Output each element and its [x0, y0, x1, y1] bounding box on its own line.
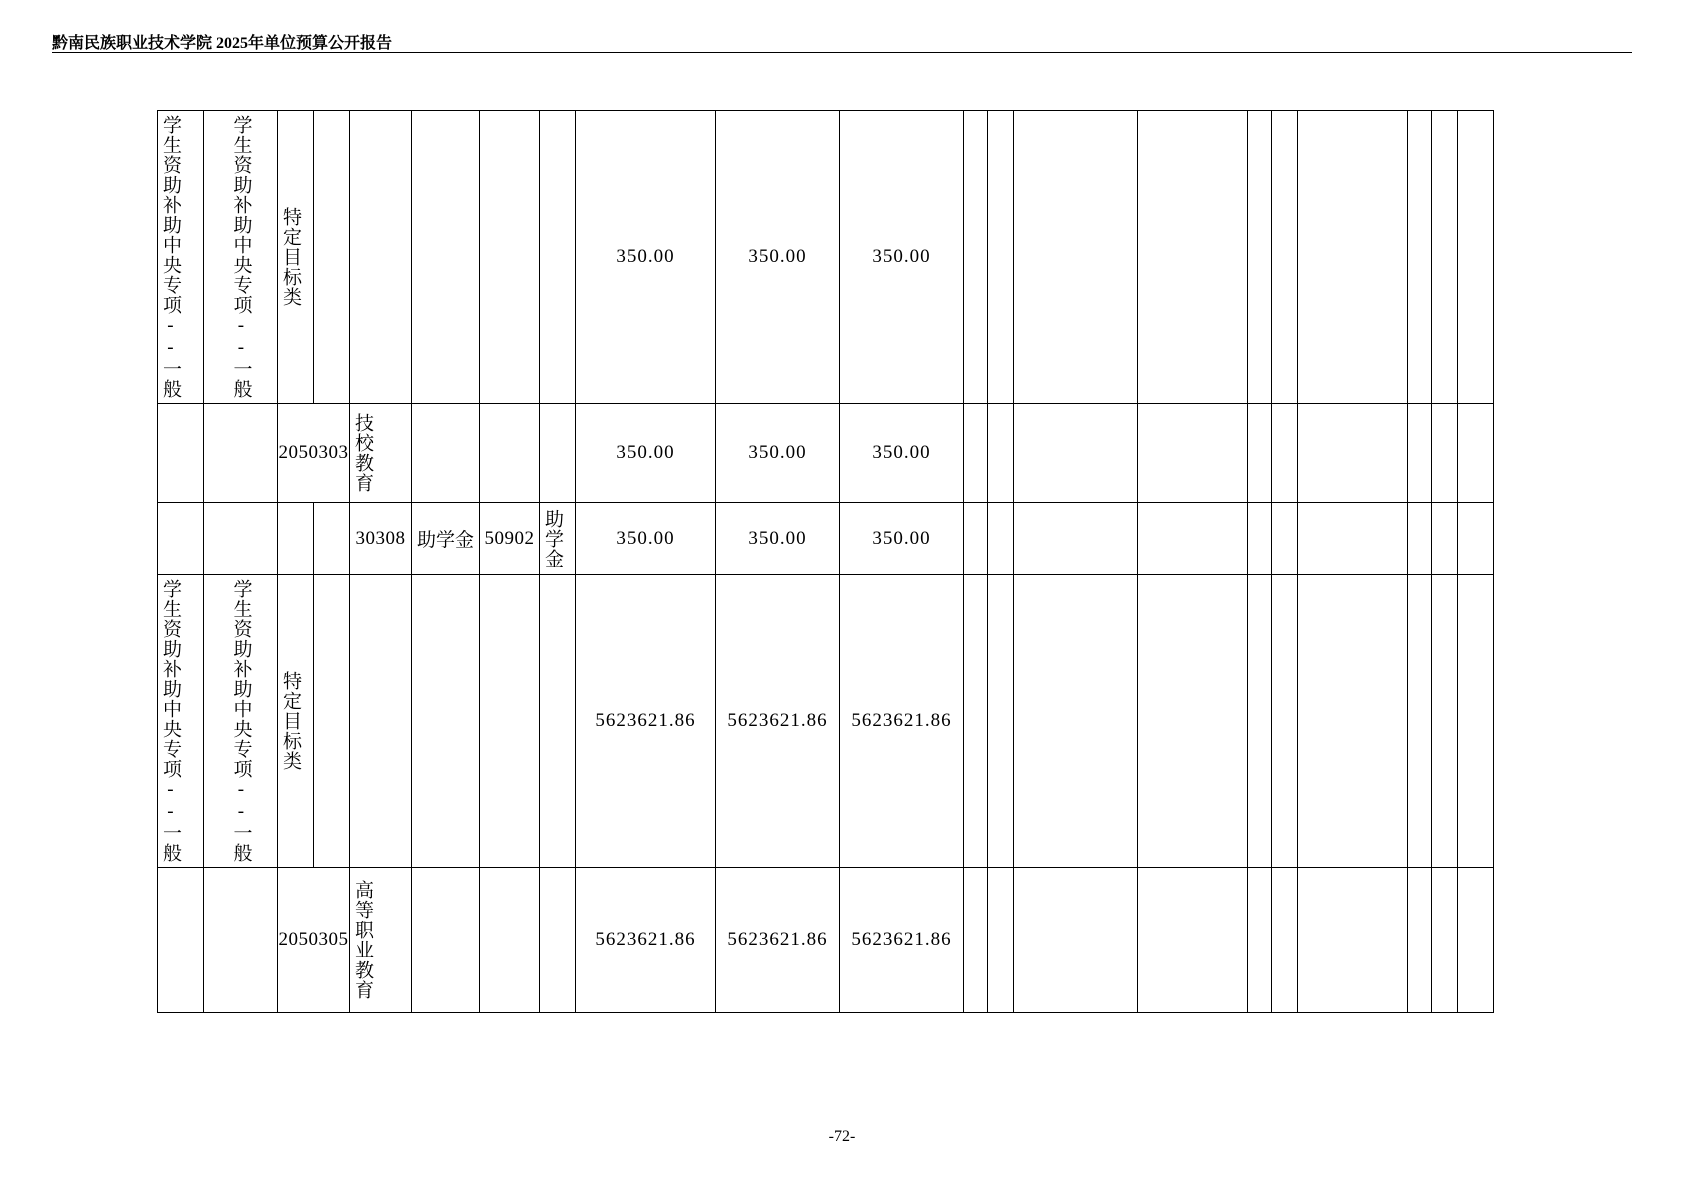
project-category-text: 特定目标类 — [279, 207, 301, 307]
cell-blank — [1248, 111, 1272, 404]
cell-gov-econ-name — [540, 503, 576, 575]
page-footer — [0, 1128, 1684, 1146]
cell-blank — [1298, 575, 1408, 868]
cell-project-name — [158, 111, 204, 404]
cell-amount-budget: 5623621.86 — [716, 575, 840, 868]
cell-blank — [964, 503, 988, 575]
cell-amount-total: 5623621.86 — [576, 575, 716, 868]
cell-blank — [204, 503, 278, 575]
cell-blank — [350, 575, 412, 868]
table-row — [158, 503, 1494, 575]
project-subname-text: 学生资助补助中央专项--一般 — [230, 115, 252, 399]
cell-blank — [1408, 575, 1432, 868]
cell-blank — [1248, 404, 1272, 503]
function-name-text: 技校教育 — [351, 413, 373, 493]
budget-table-container — [157, 110, 1494, 1013]
cell-blank — [1014, 868, 1138, 1013]
cell-blank — [314, 111, 350, 404]
cell-blank — [314, 503, 350, 575]
cell-blank — [540, 575, 576, 868]
cell-blank — [988, 868, 1014, 1013]
cell-blank — [1138, 111, 1248, 404]
cell-amount-total: 5623621.86 — [576, 868, 716, 1013]
cell-blank — [1138, 404, 1248, 503]
cell-blank — [480, 868, 540, 1013]
cell-blank — [480, 111, 540, 404]
budget-table — [157, 110, 1494, 1013]
cell-blank — [1458, 404, 1494, 503]
cell-project-category — [278, 111, 314, 404]
cell-blank — [158, 868, 204, 1013]
cell-blank — [480, 404, 540, 503]
cell-blank — [964, 575, 988, 868]
cell-blank — [314, 575, 350, 868]
cell-blank — [1298, 868, 1408, 1013]
cell-project-name — [158, 575, 204, 868]
cell-amount-fund: 350.00 — [840, 111, 964, 404]
cell-blank — [540, 404, 576, 503]
cell-function-code: 2050303 — [278, 404, 350, 503]
header-divider — [52, 52, 1632, 53]
cell-amount-total: 350.00 — [576, 503, 716, 575]
cell-amount-fund: 5623621.86 — [840, 575, 964, 868]
cell-blank — [1138, 503, 1248, 575]
cell-blank — [1014, 111, 1138, 404]
page-header — [52, 30, 1632, 60]
cell-blank — [412, 575, 480, 868]
cell-economic-code: 30308 — [350, 503, 412, 575]
table-row — [158, 575, 1494, 868]
cell-blank — [964, 868, 988, 1013]
cell-blank — [412, 404, 480, 503]
cell-blank — [1138, 868, 1248, 1013]
table-row — [158, 111, 1494, 404]
table-row — [158, 868, 1494, 1013]
cell-function-code: 2050305 — [278, 868, 350, 1013]
cell-blank — [1248, 503, 1272, 575]
cell-project-subname — [204, 111, 278, 404]
cell-blank — [1458, 575, 1494, 868]
cell-project-category — [278, 575, 314, 868]
project-name-text: 学生资助补助中央专项--一般 — [159, 115, 181, 399]
cell-blank — [1298, 111, 1408, 404]
cell-gov-econ-code: 50902 — [480, 503, 540, 575]
project-subname-text: 学生资助补助中央专项--一般 — [230, 579, 252, 863]
cell-blank — [158, 404, 204, 503]
cell-amount-budget: 350.00 — [716, 404, 840, 503]
header-title: 黔南民族职业技术学院 2025年单位预算公开报告 — [52, 35, 393, 52]
cell-blank — [540, 868, 576, 1013]
cell-blank — [1248, 868, 1272, 1013]
cell-economic-name: 助学金 — [412, 503, 480, 575]
cell-function-name — [350, 868, 412, 1013]
cell-blank — [988, 575, 1014, 868]
cell-blank — [480, 575, 540, 868]
cell-blank — [988, 111, 1014, 404]
cell-blank — [1432, 868, 1458, 1013]
cell-blank — [412, 111, 480, 404]
page-number: -72- — [828, 1128, 856, 1145]
cell-blank — [1248, 575, 1272, 868]
gov-econ-name-text: 助学金 — [541, 508, 563, 569]
cell-project-subname — [204, 575, 278, 868]
cell-blank — [1408, 111, 1432, 404]
cell-blank — [350, 111, 412, 404]
cell-amount-budget: 350.00 — [716, 111, 840, 404]
cell-blank — [1298, 404, 1408, 503]
table-row — [158, 404, 1494, 503]
cell-blank — [1138, 575, 1248, 868]
project-name-text: 学生资助补助中央专项--一般 — [159, 579, 181, 863]
cell-blank — [1014, 404, 1138, 503]
cell-blank — [1272, 111, 1298, 404]
cell-blank — [412, 868, 480, 1013]
cell-blank — [158, 503, 204, 575]
cell-amount-budget: 5623621.86 — [716, 868, 840, 1013]
cell-blank — [1458, 503, 1494, 575]
cell-blank — [1408, 404, 1432, 503]
cell-blank — [1298, 503, 1408, 575]
cell-blank — [278, 503, 314, 575]
cell-amount-fund: 350.00 — [840, 404, 964, 503]
cell-blank — [540, 111, 576, 404]
cell-amount-budget: 350.00 — [716, 503, 840, 575]
cell-amount-total: 350.00 — [576, 111, 716, 404]
cell-blank — [988, 503, 1014, 575]
cell-blank — [1272, 503, 1298, 575]
cell-blank — [964, 404, 988, 503]
cell-amount-fund: 350.00 — [840, 503, 964, 575]
cell-blank — [1408, 503, 1432, 575]
cell-blank — [204, 868, 278, 1013]
cell-blank — [204, 404, 278, 503]
cell-blank — [1272, 404, 1298, 503]
cell-blank — [1408, 868, 1432, 1013]
cell-blank — [964, 111, 988, 404]
cell-blank — [1432, 111, 1458, 404]
cell-blank — [1432, 404, 1458, 503]
cell-blank — [1014, 503, 1138, 575]
cell-blank — [988, 404, 1014, 503]
cell-amount-fund: 5623621.86 — [840, 868, 964, 1013]
cell-blank — [1432, 503, 1458, 575]
cell-blank — [1014, 575, 1138, 868]
cell-blank — [1458, 111, 1494, 404]
cell-blank — [1432, 575, 1458, 868]
cell-blank — [1272, 868, 1298, 1013]
cell-blank — [1458, 868, 1494, 1013]
cell-amount-total: 350.00 — [576, 404, 716, 503]
cell-function-name — [350, 404, 412, 503]
cell-blank — [1272, 575, 1298, 868]
project-category-text: 特定目标类 — [279, 671, 301, 771]
function-name-text: 高等职业教育 — [351, 880, 373, 1000]
